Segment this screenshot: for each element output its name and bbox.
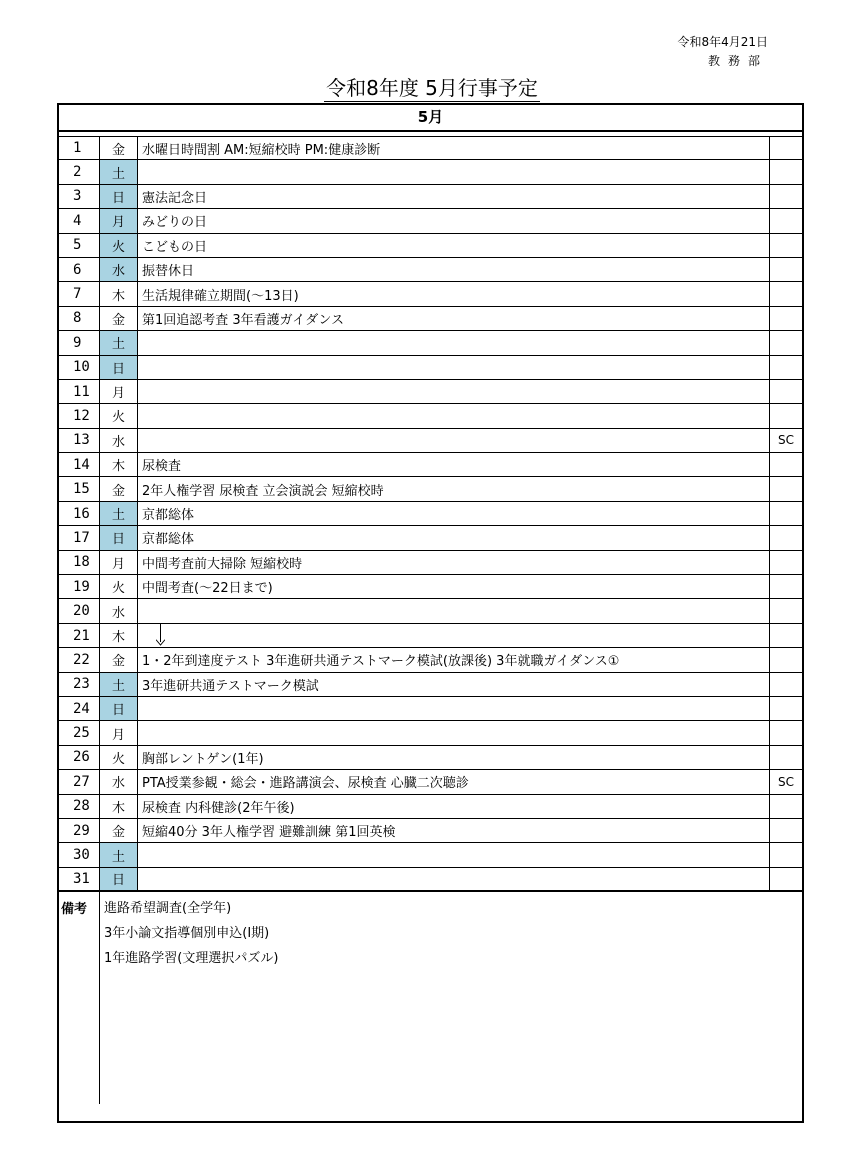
event-text: こどもの日 (142, 239, 208, 255)
event-text: 3年進研共通テストマーク模試 (142, 678, 319, 694)
day-number: 13 (59, 429, 100, 452)
note-cell (770, 526, 802, 549)
weekday-cell: 水 (100, 258, 138, 281)
weekday-cell: 金 (100, 819, 138, 842)
event-cell (138, 599, 770, 622)
event-text: 短縮40分 3年人権学習 避難訓練 第1回英検 (142, 825, 396, 841)
day-number: 15 (59, 477, 100, 500)
table-row (59, 819, 802, 843)
weekday-cell: 水 (100, 599, 138, 622)
table-row (59, 453, 802, 477)
note-cell (770, 697, 802, 720)
event-cell (138, 185, 770, 208)
event-text: 水曜日時間割 AM:短縮校時 PM:健康診断 (142, 142, 381, 158)
day-number: 1 (59, 137, 100, 159)
table-row (59, 477, 802, 501)
note-cell (770, 575, 802, 598)
weekday-cell: 木 (100, 795, 138, 818)
event-cell (138, 575, 770, 598)
weekday-cell: 火 (100, 746, 138, 769)
note-cell (770, 721, 802, 744)
event-cell (138, 624, 770, 647)
day-number: 9 (59, 331, 100, 354)
table-row (59, 843, 802, 867)
table-row (59, 234, 802, 258)
note-cell (770, 209, 802, 232)
event-cell (138, 356, 770, 379)
table-row (59, 697, 802, 721)
note-cell (770, 746, 802, 769)
note-cell (770, 331, 802, 354)
day-number: 2 (59, 160, 100, 183)
day-number: 17 (59, 526, 100, 549)
note-cell (770, 477, 802, 500)
day-number: 8 (59, 307, 100, 330)
note-cell (770, 868, 802, 890)
event-text: 胸部レントゲン(1年) (142, 751, 264, 767)
note-cell (770, 380, 802, 403)
event-text: 2年人権学習 尿検査 立会演説会 短縮校時 (142, 483, 384, 499)
month-header: 5月 (59, 105, 802, 132)
table-row (59, 795, 802, 819)
day-number: 4 (59, 209, 100, 232)
table-row (59, 770, 802, 794)
weekday-cell: 木 (100, 453, 138, 476)
event-cell (138, 160, 770, 183)
note-cell (770, 282, 802, 305)
table-row (59, 526, 802, 550)
event-cell (138, 137, 770, 159)
note-cell (770, 648, 802, 671)
note-cell (770, 404, 802, 427)
table-row (59, 209, 802, 233)
note-cell (770, 795, 802, 818)
event-cell (138, 868, 770, 890)
event-cell (138, 502, 770, 525)
event-cell (138, 648, 770, 671)
weekday-cell: 土 (100, 502, 138, 525)
weekday-cell: 火 (100, 404, 138, 427)
weekday-cell: 月 (100, 551, 138, 574)
weekday-cell: 日 (100, 185, 138, 208)
event-cell (138, 477, 770, 500)
weekday-cell: 日 (100, 697, 138, 720)
day-rows (59, 136, 802, 892)
note-cell (770, 137, 802, 159)
event-text: 1・2年到達度テスト 3年進研共通テストマーク模試(放課後) 3年就職ガイダンス① (142, 654, 620, 670)
page-title-text: 令和8年度 5月行事予定 (326, 76, 538, 100)
event-text: みどりの日 (142, 215, 208, 231)
note-cell (770, 599, 802, 622)
event-cell (138, 819, 770, 842)
day-number: 16 (59, 502, 100, 525)
note-cell (770, 258, 802, 281)
day-number: 28 (59, 795, 100, 818)
day-number: 6 (59, 258, 100, 281)
weekday-cell: 水 (100, 429, 138, 452)
note-cell (770, 502, 802, 525)
note-cell: SC (778, 433, 794, 448)
event-text: 生活規律確立期間(～13日) (142, 288, 299, 304)
table-row (59, 356, 802, 380)
day-number: 29 (59, 819, 100, 842)
remark-item: 3年小論文指導個別申込(Ⅰ期) (104, 926, 270, 942)
note-cell (770, 673, 802, 696)
remark-item: 進路希望調査(全学年) (104, 901, 232, 917)
weekday-cell: 土 (100, 160, 138, 183)
note-cell (770, 234, 802, 257)
weekday-cell: 日 (100, 526, 138, 549)
day-number: 24 (59, 697, 100, 720)
day-number: 31 (59, 868, 100, 890)
note-cell: SC (778, 774, 794, 789)
arrow-down-icon (156, 637, 165, 646)
table-row (59, 307, 802, 331)
note-cell (770, 551, 802, 574)
event-cell (138, 234, 770, 257)
event-cell (138, 331, 770, 354)
remark-item: 1年進路学習(文理選択パズル) (104, 951, 279, 967)
table-row (59, 404, 802, 428)
day-number: 14 (59, 453, 100, 476)
note-cell (770, 843, 802, 866)
event-text: 振替休日 (142, 264, 195, 280)
day-number: 11 (59, 380, 100, 403)
day-number: 7 (59, 282, 100, 305)
table-row (59, 599, 802, 623)
day-number: 30 (59, 843, 100, 866)
event-cell (138, 843, 770, 866)
weekday-cell: 木 (100, 624, 138, 647)
table-row (59, 868, 802, 892)
note-cell (770, 307, 802, 330)
note-cell (770, 624, 802, 647)
weekday-cell: 金 (100, 137, 138, 159)
day-number: 12 (59, 404, 100, 427)
table-row (59, 185, 802, 209)
weekday-cell: 火 (100, 575, 138, 598)
table-row (59, 429, 802, 453)
weekday-cell: 金 (100, 307, 138, 330)
table-row (59, 746, 802, 770)
event-cell (138, 429, 770, 452)
note-cell (770, 185, 802, 208)
event-cell (138, 526, 770, 549)
day-number: 18 (59, 551, 100, 574)
weekday-cell: 土 (100, 843, 138, 866)
day-number: 21 (59, 624, 100, 647)
event-text: 第1回追認考査 3年看護ガイダンス (142, 312, 345, 328)
weekday-cell: 金 (100, 648, 138, 671)
event-cell (138, 795, 770, 818)
table-row (59, 575, 802, 599)
table-row (59, 136, 802, 160)
event-text: 中間考査(～22日まで) (142, 581, 273, 597)
day-number: 19 (59, 575, 100, 598)
event-cell (138, 307, 770, 330)
event-text: 尿検査 内科健診(2年午後) (142, 800, 295, 816)
weekday-cell: 水 (100, 770, 138, 793)
table-row (59, 258, 802, 282)
weekday-cell: 月 (100, 721, 138, 744)
day-number: 22 (59, 648, 100, 671)
event-cell (138, 697, 770, 720)
event-cell (138, 209, 770, 232)
weekday-cell: 日 (100, 868, 138, 890)
event-cell (138, 453, 770, 476)
event-cell (138, 673, 770, 696)
weekday-cell: 日 (100, 356, 138, 379)
weekday-cell: 土 (100, 673, 138, 696)
event-text: 京都総体 (142, 532, 195, 548)
day-number: 26 (59, 746, 100, 769)
table-row (59, 551, 802, 575)
header-department: 教務部 (707, 54, 768, 68)
event-text: 尿検査 (142, 459, 182, 475)
note-cell (770, 819, 802, 842)
weekday-cell: 金 (100, 477, 138, 500)
event-cell (138, 258, 770, 281)
note-cell (770, 160, 802, 183)
day-number: 5 (59, 234, 100, 257)
remarks-section (59, 892, 802, 1104)
schedule-table (57, 103, 804, 1123)
event-text: 憲法記念日 (142, 190, 208, 206)
remarks-body (100, 892, 802, 1104)
table-row (59, 673, 802, 697)
event-cell (138, 380, 770, 403)
day-number: 23 (59, 673, 100, 696)
weekday-cell: 月 (100, 209, 138, 232)
event-cell (138, 282, 770, 305)
weekday-cell: 木 (100, 282, 138, 305)
table-row (59, 160, 802, 184)
event-text: PTA授業参観・総会・進路講演会、尿検査 心臓二次聴診 (142, 776, 469, 792)
event-text: 中間考査前大掃除 短縮校時 (142, 556, 303, 572)
table-row (59, 648, 802, 672)
event-cell (138, 721, 770, 744)
table-row (59, 721, 802, 745)
page-title (0, 72, 864, 101)
event-cell (138, 551, 770, 574)
event-cell (138, 770, 770, 793)
event-cell (138, 404, 770, 427)
day-number: 10 (59, 356, 100, 379)
note-cell (770, 356, 802, 379)
remarks-label: 備考 (59, 892, 100, 1104)
day-number: 25 (59, 721, 100, 744)
table-row (59, 282, 802, 306)
table-row (59, 331, 802, 355)
day-number: 27 (59, 770, 100, 793)
weekday-cell: 月 (100, 380, 138, 403)
event-cell (138, 746, 770, 769)
header-date: 令和8年4月21日 (677, 35, 768, 49)
weekday-cell: 火 (100, 234, 138, 257)
day-number: 3 (59, 185, 100, 208)
note-cell (770, 453, 802, 476)
weekday-cell: 土 (100, 331, 138, 354)
table-row (59, 380, 802, 404)
table-row (59, 502, 802, 526)
day-number: 20 (59, 599, 100, 622)
table-row (59, 624, 802, 648)
event-text: 京都総体 (142, 508, 195, 524)
